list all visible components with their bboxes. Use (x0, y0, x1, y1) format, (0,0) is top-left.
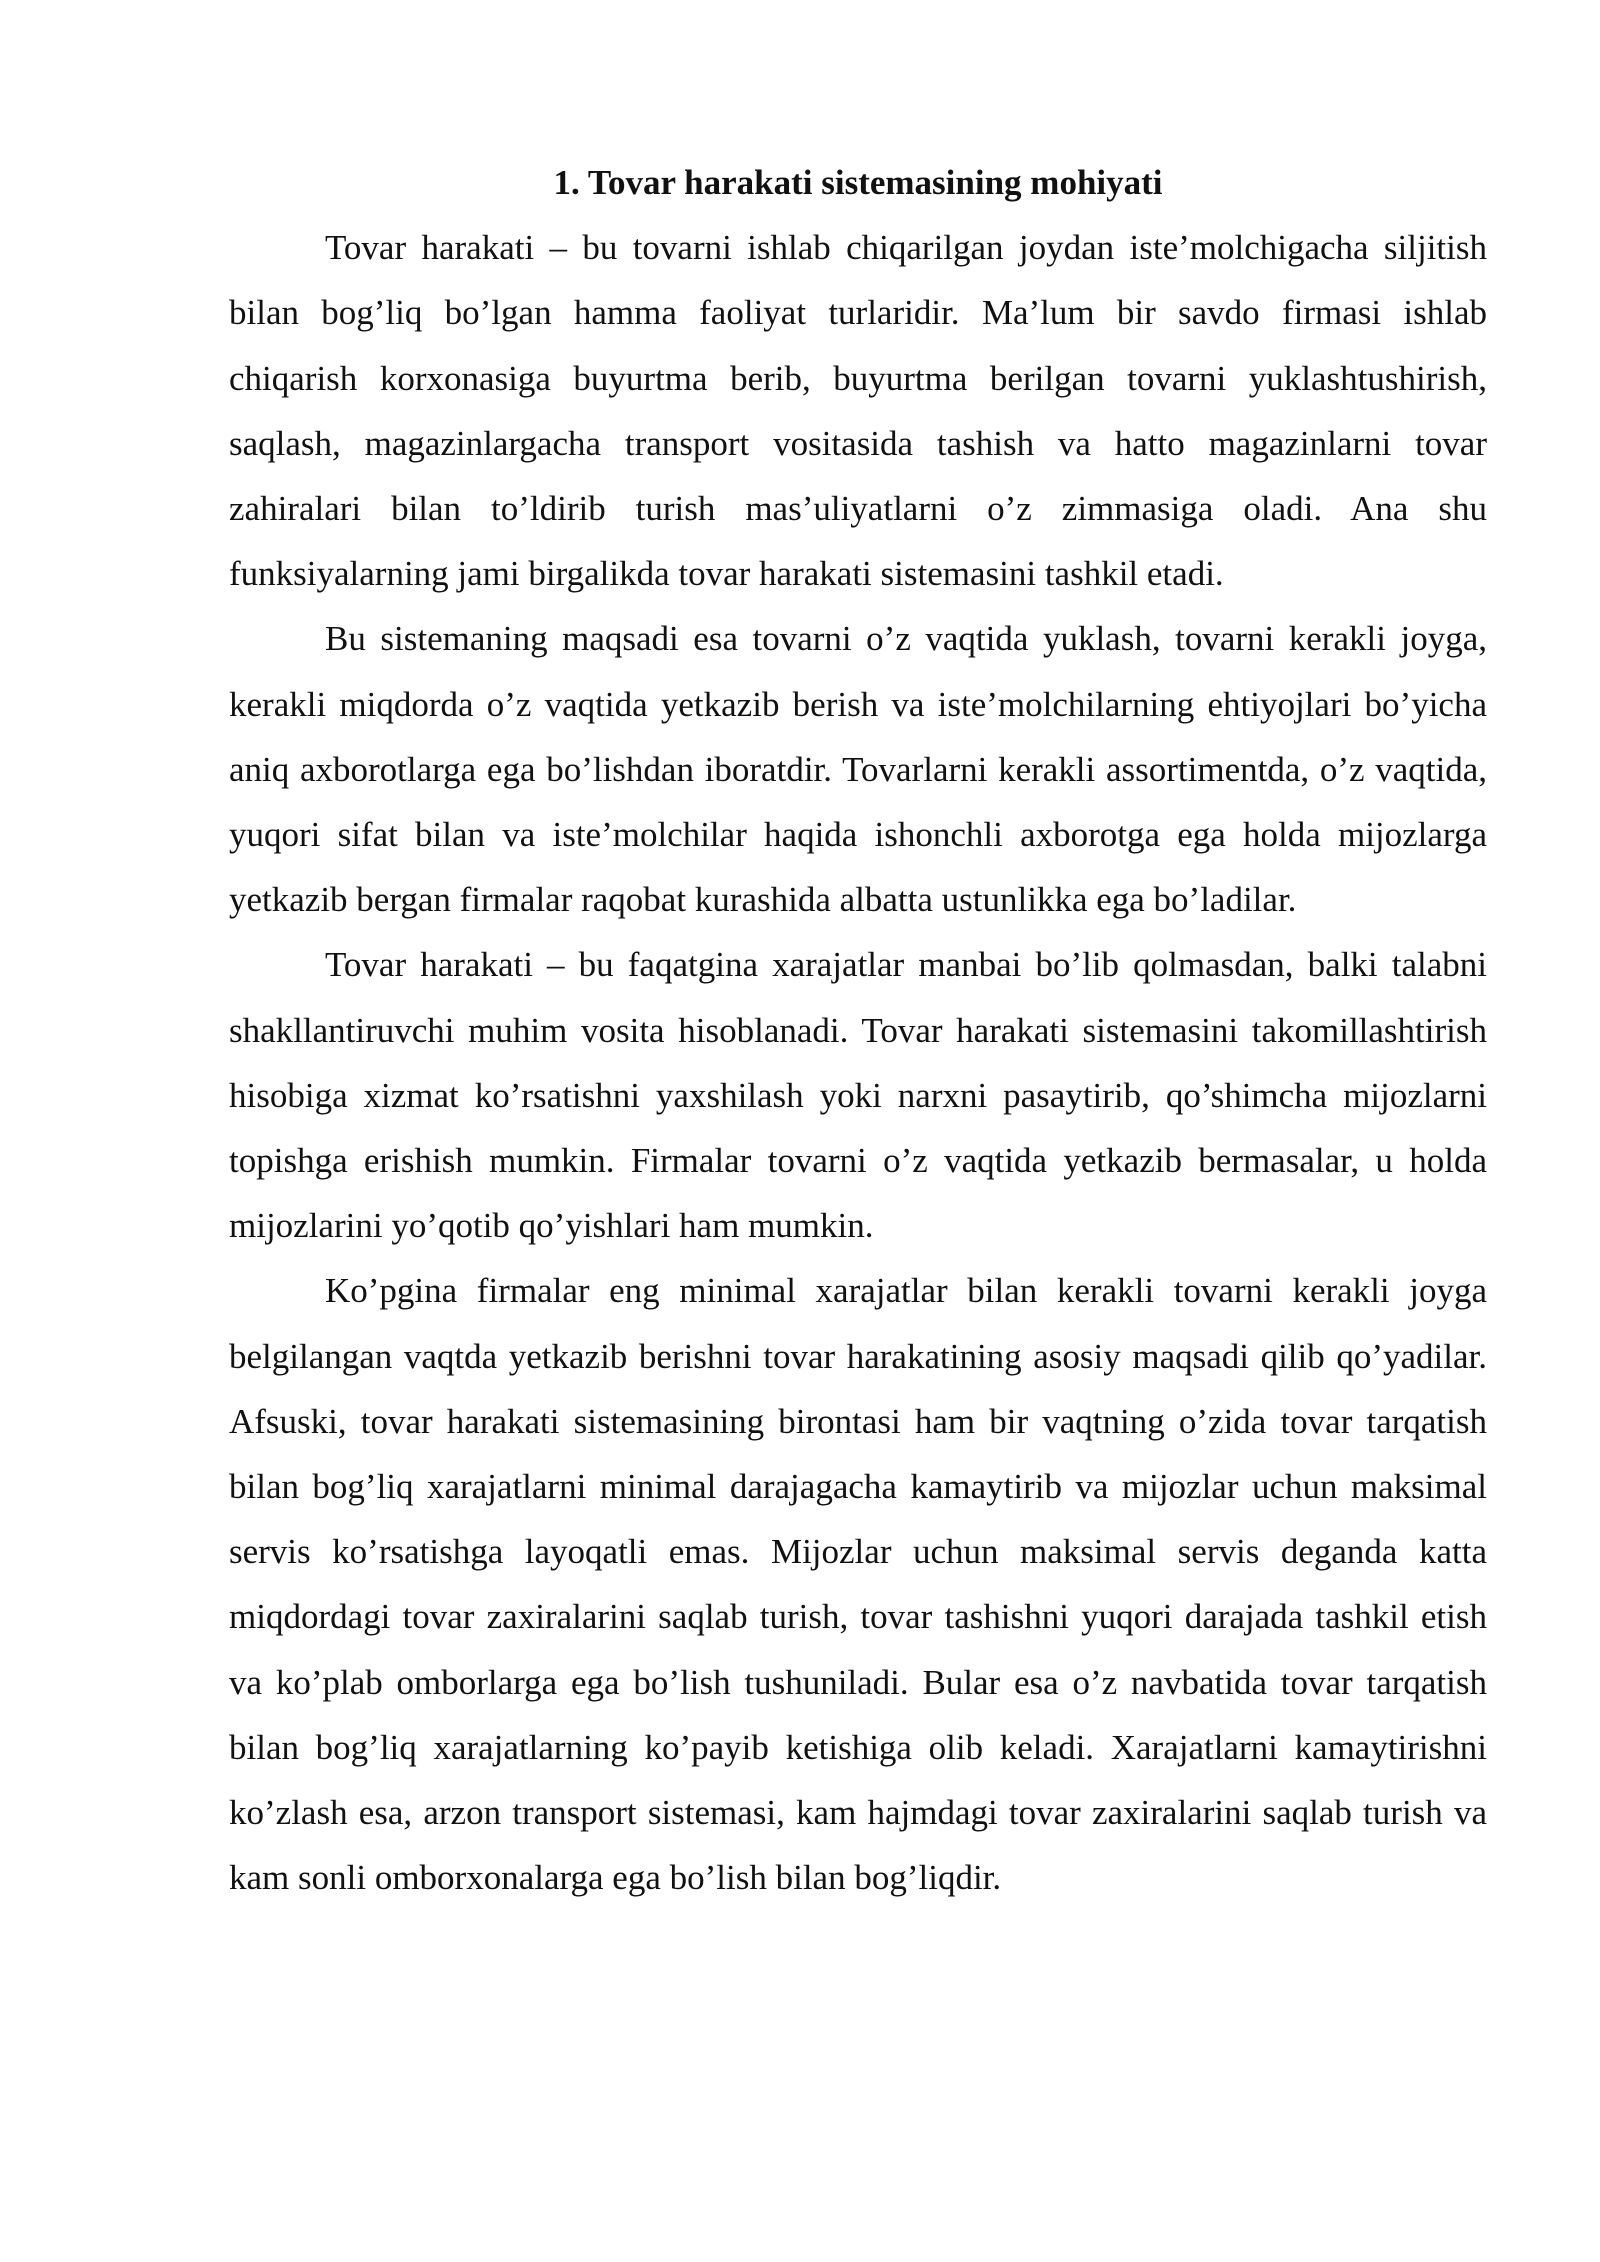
document-body (229, 150, 1487, 1910)
paragraph-4: Ko’pgina firmalar eng minimal xarajatlar bilan kerakli tovarni kerakli joyga belgilangan vaqtda yetkazib berishni tovar harakatining asosiy maqsadi qilib qo’yadilar. Afsuski, tovar harakati sistemasining birontasi ham bir vaqtning o’zida tovar tarqatish bilan bog’liq xarajatlarni minimal darajagacha kamaytirib va mijozlar uchun maksimal servis ko’rsatishga layoqatli emas. Mijozlar uchun maksimal servis deganda katta miqdordagi tovar zaxiralarini saqlab turish, tovar tashishni yuqori darajada tashkil etish va ko’plab omborlarga ega bo’lish tushuniladi. Bular esa o’z navbatida tovar tarqatish bilan bog’liq xarajatlarning ko’payib ketishiga olib keladi. Xarajatlarni kamaytirishni ko’zlash esa, arzon transport sistemasi, kam hajmdagi tovar zaxiralarini saqlab turish va kam sonli omborxonalarga ega bo’lish bilan bog’liqdir. (229, 1271, 1487, 1898)
paragraph-1: Tovar harakati – bu tovarni ishlab chiqarilgan joydan iste’molchigacha siljitish bilan bog’liq bo’lgan hamma faoliyat turlaridir. Ma’lum bir savdo firmasi ishlab chiqarish korxonasiga buyurtma berib, buyurtma berilgan tovarni yuklashtushirish, saqlash, magazinlargacha transport vositasida tashish va hatto magazinlarni tovar zahiralari bilan to’ldirib turish mas’uliyatlarni o’z zimmasiga oladi. Ana shu funksiyalarning jami birgalikda tovar harakati sistemasini tashkil etadi. (229, 228, 1487, 594)
section-title: 1. Tovar harakati sistemasining mohiyati (553, 163, 1163, 202)
paragraph-2: Bu sistemaning maqsadi esa tovarni o’z vaqtida yuklash, tovarni kerakli joyga, kerakli miqdorda o’z vaqtida yetkazib berish va iste’molchilarning ehtiyojlari bo’yicha aniq axborotlarga ega bo’lishdan iboratdir. Tovarlarni kerakli assortimentda, o’z vaqtida, yuqori sifat bilan va iste’molchilar haqida ishonchli axborotga ega holda mijozlarga yetkazib bergan firmalar raqobat kurashida albatta ustunlikka ega bo’ladilar. (229, 619, 1487, 920)
paragraph-3: Tovar harakati – bu faqatgina xarajatlar manbai bo’lib qolmasdan, balki talabni shakllantiruvchi muhim vosita hisoblanadi. Tovar harakati sistemasini takomillashtirish hisobiga xizmat ko’rsatishni yaxshilash yoki narxni pasaytirib, qo’shimcha mijozlarni topishga erishish mumkin. Firmalar tovarni o’z vaqtida yetkazib bermasalar, u holda mijozlarini yo’qotib qo’yishlari ham mumkin. (229, 945, 1487, 1246)
